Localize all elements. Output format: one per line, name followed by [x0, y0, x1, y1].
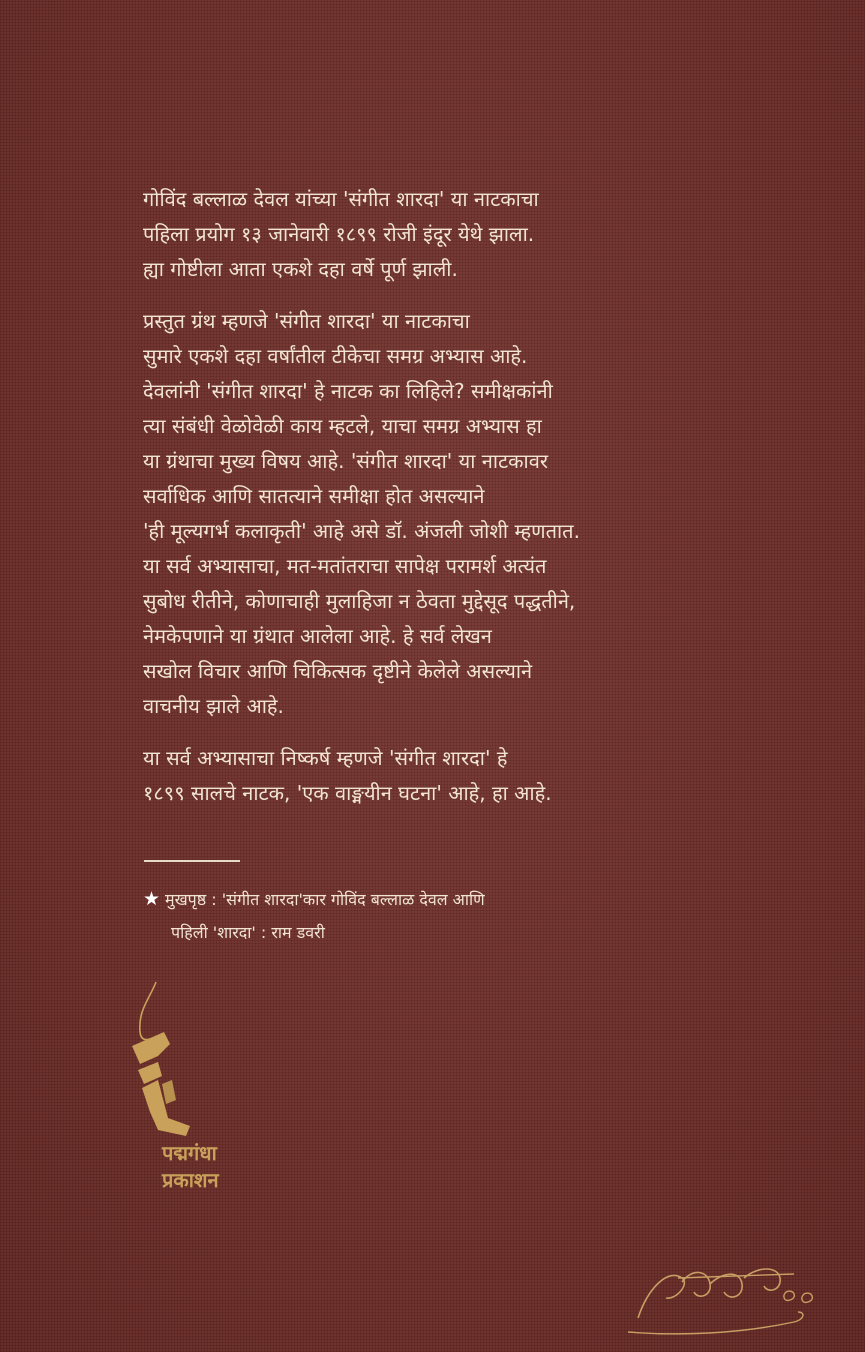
divider-rule	[144, 860, 240, 862]
cover-credit	[143, 882, 485, 950]
star-icon: ★	[143, 888, 161, 910]
blurb-line: देवलांनी 'संगीत शारदा' हे नाटक का लिहिले? समीक्षकांनी	[143, 379, 553, 403]
padmagandha-lamp-logo-icon	[128, 980, 218, 1140]
blurb-text	[143, 182, 743, 828]
blurb-line: प्रस्तुत ग्रंथ म्हणजे 'संगीत शारदा' या नाटकाचा	[143, 309, 470, 333]
blurb-paragraph-3	[143, 741, 743, 811]
blurb-line: सुबोध रीतीने, कोणाचाही मुलाहिजा न ठेवता मुद्देसूद पद्धतीने,	[143, 589, 576, 613]
blurb-line: त्या संबंधी वेळोवेळी काय म्हटले, याचा समग्र अभ्यास हा	[143, 414, 542, 438]
credit-line-1	[143, 882, 485, 916]
blurb-paragraph-2	[143, 304, 743, 724]
publisher-line-1: पद्मगंधा	[162, 1141, 217, 1165]
blurb-line: ह्या गोष्टीला आता एकशे दहा वर्षे पूर्ण झाली.	[143, 257, 458, 281]
blurb-line: वाचनीय झाले आहे.	[143, 694, 284, 718]
credit-line-2: पहिली 'शारदा' : राम डवरी	[171, 923, 325, 942]
blurb-line: सर्वाधिक आणि सातत्याने समीक्षा होत असल्याने	[143, 484, 485, 508]
blurb-line: सुमारे एकशे दहा वर्षांतील टीकेचा समग्र अभ्यास आहे.	[143, 344, 528, 368]
blurb-line: 'ही मूल्यगर्भ कलाकृती' आहे असे डॉ. अंजली जोशी म्हणतात.	[143, 519, 580, 543]
publisher-line-2: प्रकाशन	[162, 1168, 219, 1192]
blurb-line: या सर्व अभ्यासाचा, मत-मतांतराचा सापेक्ष परामर्श अत्यंत	[143, 554, 547, 578]
blurb-line: गोविंद बल्लाळ देवल यांच्या 'संगीत शारदा' या नाटकाचा	[143, 187, 539, 211]
blurb-line: पहिला प्रयोग १३ जानेवारी १८९९ रोजी इंदूर येथे झाला.	[143, 222, 535, 246]
blurb-line: सखोल विचार आणि चिकित्सक दृष्टीने केलेले असल्याने	[143, 659, 533, 683]
blurb-line: १८९९ सालचे नाटक, 'एक वाङ्मयीन घटना' आहे, हा आहे.	[143, 781, 552, 805]
blurb-line: नेमकेपणाने या ग्रंथात आलेला आहे. हे सर्व लेखन	[143, 624, 492, 648]
blurb-line: या सर्व अभ्यासाचा निष्कर्ष म्हणजे 'संगीत शारदा' हे	[143, 746, 508, 770]
blurb-line: या ग्रंथाचा मुख्य विषय आहे. 'संगीत शारदा' या नाटकावर	[143, 449, 548, 473]
blurb-paragraph-1	[143, 182, 743, 287]
credit-text-1: मुखपृष्ठ : 'संगीत शारदा'कार गोविंद बल्लाळ देवल आणि	[165, 890, 485, 909]
publisher-name	[162, 1140, 219, 1194]
artist-signature	[618, 1248, 838, 1338]
